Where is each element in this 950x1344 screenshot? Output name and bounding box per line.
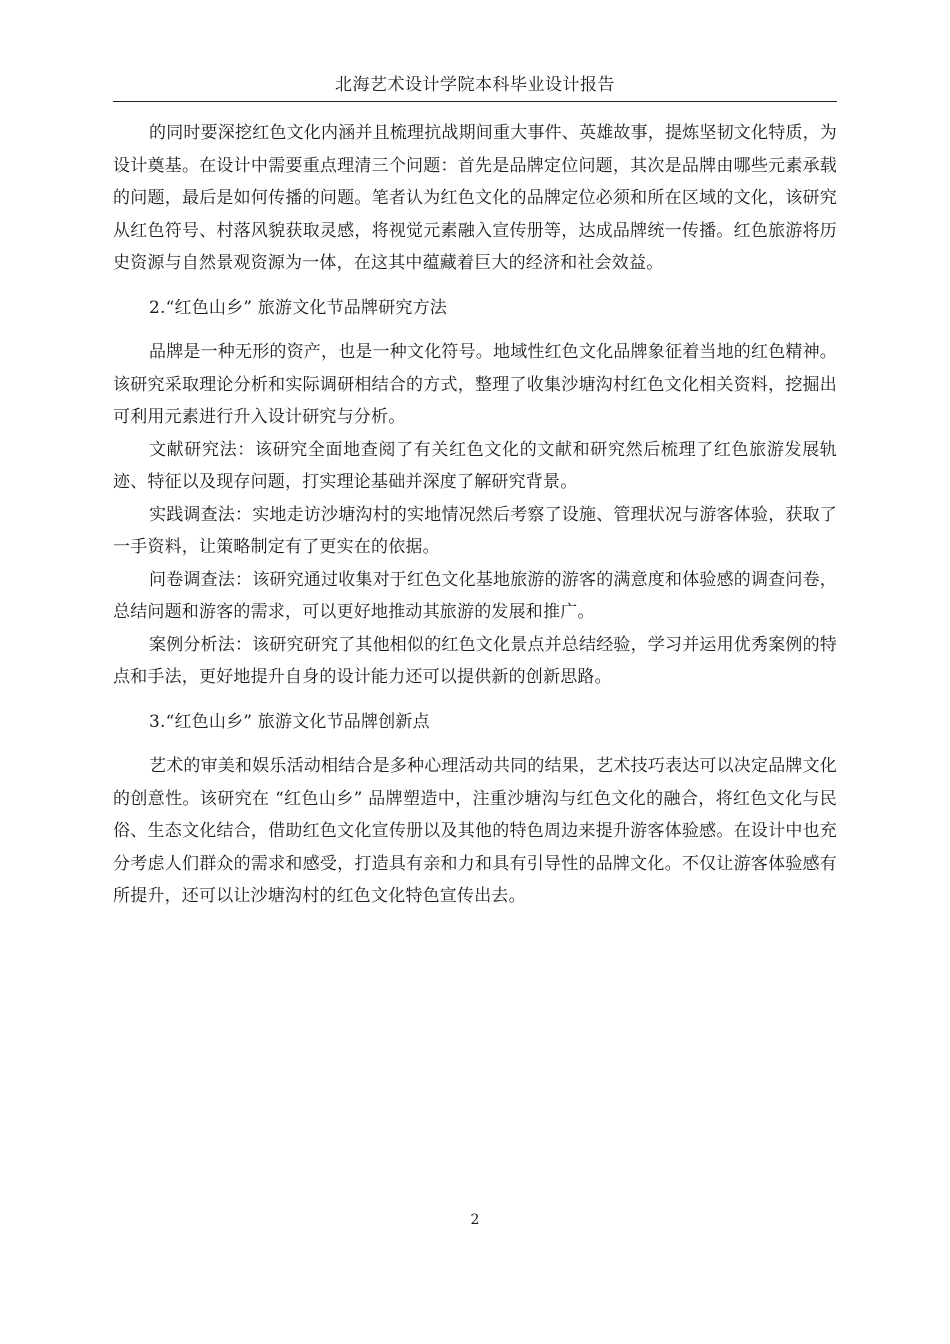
paragraph-innovation: 艺术的审美和娱乐活动相结合是多种心理活动共同的结果，艺术技巧表达可以决定品牌文化的创意性。该研究在 “红色山乡” 品牌塑造中，注重沙塘沟与红色文化的融合，将红色文化与民俗、生态文化结合，借助红色文化宣传册以及其他的特色周边来提升游客体验感。在设计中也充分考虑人们群众的需求和感受，打造具有亲和力和具有引导性的品牌文化。不仅让游客体验感有所提升，还可以让沙塘沟村的红色文化特色宣传出去。 bbox=[113, 756, 837, 906]
paragraph-brand-intro: 品牌是一种无形的资产，也是一种文化符号。地域性红色文化品牌象征着当地的红色精神。该研究采取理论分析和实际调研相结合的方式，整理了收集沙塘沟村红色文化相关资料，挖掘出可利用元素进行升入设计研究与分析。 bbox=[113, 342, 837, 427]
paragraph-literature-method: 文献研究法：该研究全面地查阅了有关红色文化的文献和研究然后梳理了红色旅游发展轨迹、特征以及现存问题，打实理论基础并深度了解研究背景。 bbox=[113, 439, 837, 492]
running-header: 北海艺术设计学院本科毕业设计报告 bbox=[335, 75, 615, 95]
header-divider bbox=[113, 101, 837, 102]
paragraph-case-method: 案例分析法：该研究研究了其他相似的红色文化景点并总结经验，学习并运用优秀案例的特点和手法，更好地提升自身的设计能力还可以提供新的创新思路。 bbox=[113, 634, 837, 687]
page-number: 2 bbox=[470, 1212, 480, 1228]
section-heading-innovation: 3.“红色山乡” 旅游文化节品牌创新点 bbox=[149, 711, 430, 732]
paragraph-field-method: 实践调查法：实地走访沙塘沟村的实地情况然后考察了设施、管理状况与游客体验，获取了一手资料，让策略制定有了更实在的依据。 bbox=[113, 504, 837, 557]
body-text bbox=[113, 117, 837, 913]
paragraph-continuation: 的同时要深挖红色文化内涵并且梳理抗战期间重大事件、英雄故事，提炼坚韧文化特质，为设计奠基。在设计中需要重点理清三个问题：首先是品牌定位问题，其次是品牌由哪些元素承载的问题，最后是如何传播的问题。笔者认为红色文化的品牌定位必须和所在区域的文化，该研究从红色符号、村落风貌获取灵感，将视觉元素融入宣传册等，达成品牌统一传播。红色旅游将历史资源与自然景观资源为一体，在这其中蕴藏着巨大的经济和社会效益。 bbox=[113, 123, 837, 273]
section-heading-research-methods: 2.“红色山乡” 旅游文化节品牌研究方法 bbox=[149, 297, 448, 318]
paragraph-survey-method: 问卷调查法：该研究通过收集对于红色文化基地旅游的游客的满意度和体验感的调查问卷，总结问题和游客的需求，可以更好地推动其旅游的发展和推广。 bbox=[113, 569, 837, 622]
